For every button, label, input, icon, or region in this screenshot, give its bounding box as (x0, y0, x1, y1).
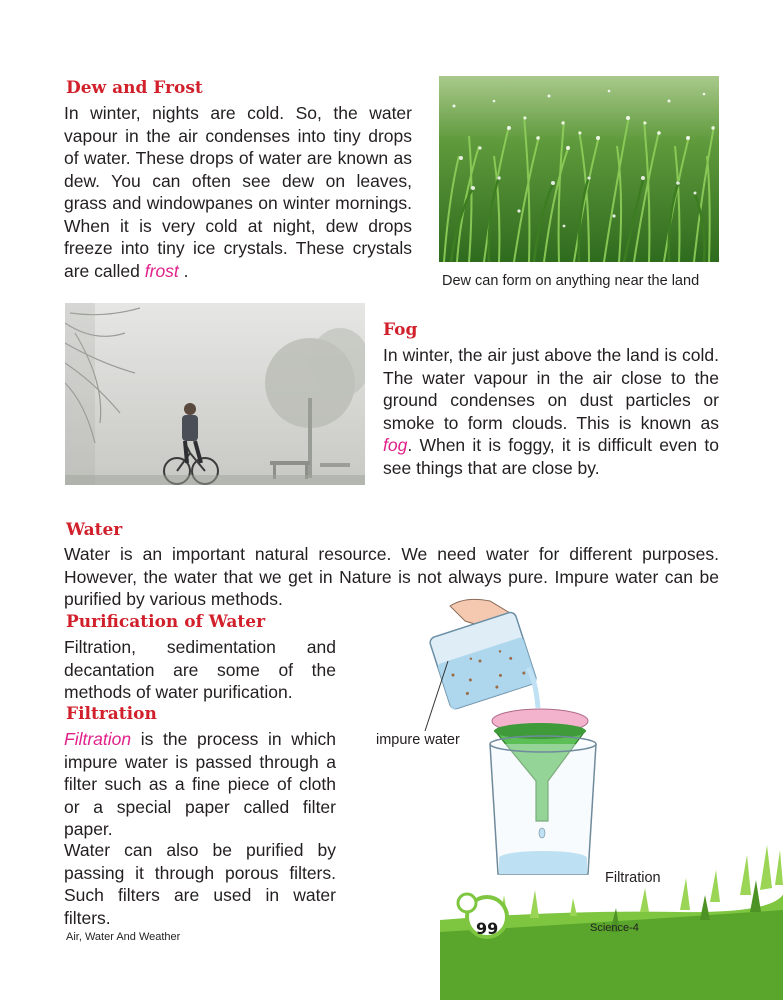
filtration-heading: Filtration (66, 704, 157, 724)
fog-text-end: . When it is foggy, it is difficult even to see things that are close by. (383, 435, 719, 478)
water-heading: Water (66, 520, 123, 540)
fog-photo (65, 303, 365, 485)
frost-keyword: frost (144, 260, 179, 281)
filtration-text: is the process in which impure water is passed through a filter such as a fine piece of cloth or a special paper called filter paper. (64, 729, 336, 839)
dew-heading: Dew and Frost (66, 78, 203, 98)
dew-text-end: . (178, 260, 189, 281)
impure-water-label: impure water (376, 732, 460, 748)
purification-paragraph: Filtration, sedimentation and decantation are some of the methods of water purification. (64, 637, 336, 702)
fog-paragraph (383, 344, 719, 479)
filtration-label: Filtration (605, 870, 661, 886)
chapter-title: Air, Water And Weather (66, 931, 181, 943)
dew-paragraph (64, 102, 412, 282)
water-paragraph: Water is an important natural resource. We need water for different purposes. However, the water that we get in Nature is not always pure. Impure water can be purified by various methods. (64, 544, 719, 609)
subject-label: Science-4 (590, 922, 639, 934)
filtration-paragraph-2: Water can also be purified by passing it through porous filters. Such filters are used in water filters. (64, 840, 336, 928)
filtration-paragraph (64, 728, 336, 841)
dew-photo-caption: Dew can form on anything near the land (442, 273, 700, 289)
fog-text: In winter, the air just above the land is cold. The water vapour in the air close to the ground condenses on dust particles or smoke to form clouds. This is known as (383, 345, 719, 433)
fog-keyword: fog (383, 435, 408, 455)
filtration-keyword: Filtration (64, 729, 132, 749)
fog-heading: Fog (383, 320, 418, 340)
dew-text: In winter, nights are cold. So, the water vapour in the air condenses into tiny drops of water. These drops of water are known as dew. You can often see dew on leaves, grass and windowpanes on winter mornings. When it is very cold at night, dew drops freeze into tiny ice crystals. These crystals are called (64, 103, 412, 281)
dew-grass-photo (439, 76, 719, 262)
page-number: 99 (476, 919, 499, 938)
purification-heading: Purification of Water (66, 612, 266, 632)
